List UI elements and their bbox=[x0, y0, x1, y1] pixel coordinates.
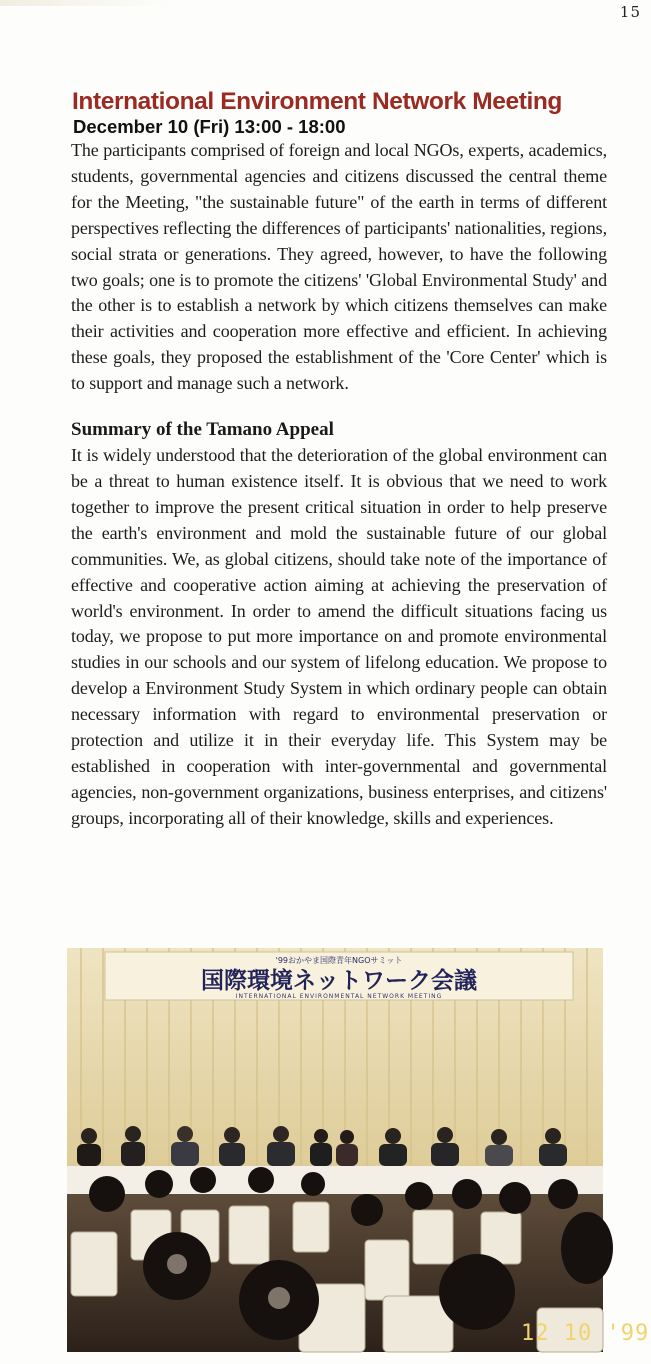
section-title: International Environment Network Meeting bbox=[72, 88, 562, 115]
scan-smudge bbox=[0, 0, 170, 6]
banner-title: 国際環境ネットワーク会議 bbox=[201, 968, 477, 994]
banner-subtitle: INTERNATIONAL ENVIRONMENTAL NETWORK MEETING bbox=[235, 993, 443, 1000]
photo-date-stamp: 12 10 '99 bbox=[521, 1321, 650, 1346]
meeting-photo bbox=[67, 948, 650, 1352]
article-content bbox=[69, 86, 607, 832]
appeal-paragraph: It is widely understood that the deterioration of the global environment can be a threat to human existence itself. It is obvious that we need to work together to improve the present critical situation in order to help preserve the earth's environment and mold the sustainable future of our global communities. We, as global citizens, should take note of the importance of effective and cooperative action aiming at achieving the preservation of world's environment. In order to amend the difficult situations facing us today, we propose to put more importance on and promote environmental studies in our schools and our system of lifelong education. We propose to develop a Environment Study System in which ordinary people can obtain necessary information with regard to environmental preservation or protection and utilize it in their everyday life. This System may be established in cooperation with inter-governmental and governmental agencies, non-government organizations, business enterprises, and citizens' groups, incorporating all of their knowledge, skills and experiences. bbox=[71, 445, 607, 828]
event-date: December 10 (Fri) 13:00 - 18:00 bbox=[73, 116, 346, 137]
appeal-heading: Summary of the Tamano Appeal bbox=[71, 419, 334, 441]
page-number: 15 bbox=[619, 3, 641, 21]
meeting-paragraph: The participants comprised of foreign and local NGOs, experts, academics, students, governmental agencies and citizens discussed the central theme for the Meeting, "the sustainable future" of the earth in terms of different perspectives reflecting the differences of participants' nationalities, regions, social strata or generations. They agreed, however, to have the following two goals; one is to promote the citizens' 'Global Environmental Study' and the other is to establish a network by which citizens themselves can make their activities and cooperation more effective and efficient. In achieving these goals, they proposed the establishment of the 'Core Center' which is to support and manage such a network. bbox=[71, 140, 607, 394]
banner-small-text: '99おかやま国際青年NGOサミット bbox=[275, 956, 403, 965]
